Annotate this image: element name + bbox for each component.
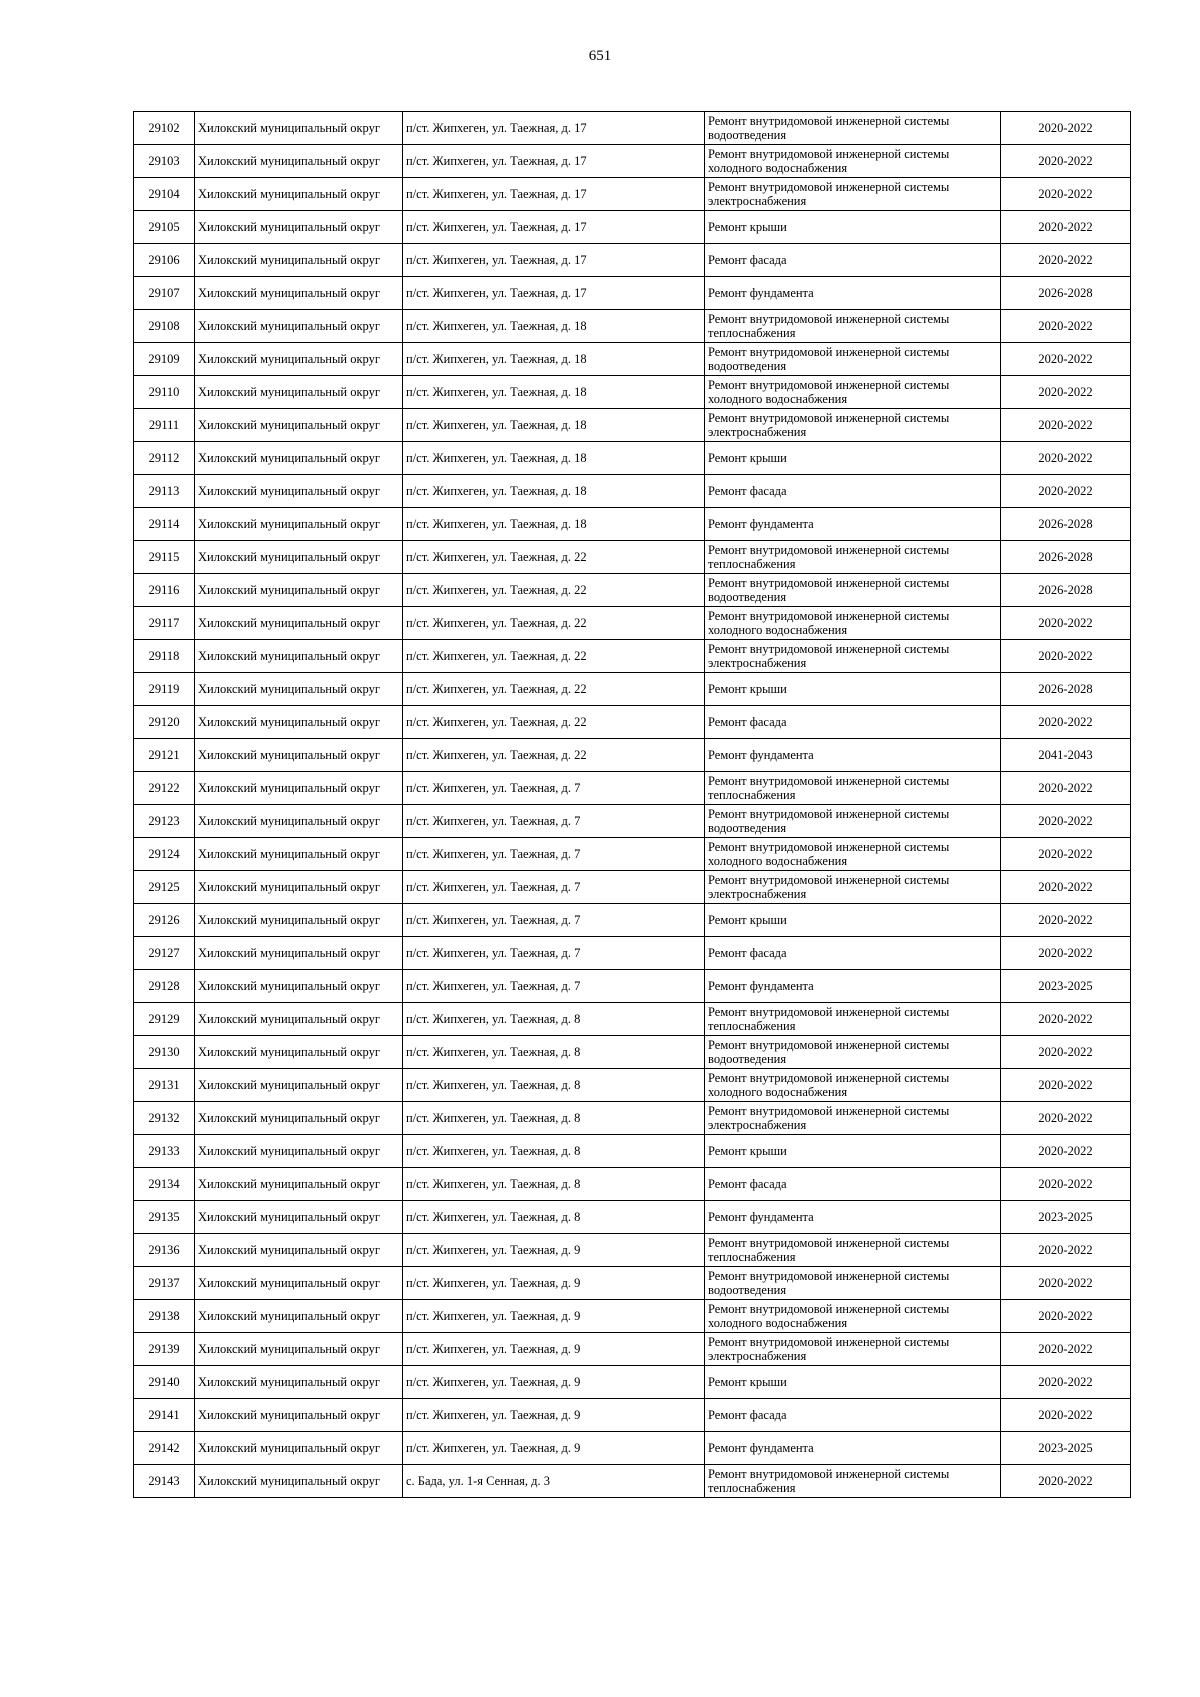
table-row	[134, 640, 1131, 673]
address-cell: п/ст. Жипхеген, ул. Таежная, д. 9	[403, 1267, 705, 1300]
row-number-cell: 29115	[134, 541, 195, 574]
work-type-cell: Ремонт внутридомовой инженерной системы холодного водоснабжения	[705, 1069, 1001, 1102]
district-cell: Хилокский муниципальный округ	[195, 970, 403, 1003]
work-type-cell: Ремонт фасада	[705, 937, 1001, 970]
address-cell: п/ст. Жипхеген, ул. Таежная, д. 18	[403, 376, 705, 409]
period-cell: 2020-2022	[1001, 904, 1131, 937]
registry-table	[133, 111, 1131, 1498]
address-cell: п/ст. Жипхеген, ул. Таежная, д. 17	[403, 178, 705, 211]
period-cell: 2020-2022	[1001, 706, 1131, 739]
district-cell: Хилокский муниципальный округ	[195, 145, 403, 178]
address-cell: п/ст. Жипхеген, ул. Таежная, д. 9	[403, 1366, 705, 1399]
district-cell: Хилокский муниципальный округ	[195, 112, 403, 145]
table-row	[134, 343, 1131, 376]
row-number-cell: 29138	[134, 1300, 195, 1333]
period-cell: 2020-2022	[1001, 1366, 1131, 1399]
table-row	[134, 1036, 1131, 1069]
period-cell: 2020-2022	[1001, 937, 1131, 970]
work-type-cell: Ремонт внутридомовой инженерной системы теплоснабжения	[705, 541, 1001, 574]
district-cell: Хилокский муниципальный округ	[195, 310, 403, 343]
address-cell: п/ст. Жипхеген, ул. Таежная, д. 22	[403, 607, 705, 640]
work-type-cell: Ремонт внутридомовой инженерной системы электроснабжения	[705, 409, 1001, 442]
district-cell: Хилокский муниципальный округ	[195, 772, 403, 805]
row-number-cell: 29125	[134, 871, 195, 904]
address-cell: п/ст. Жипхеген, ул. Таежная, д. 8	[403, 1168, 705, 1201]
address-cell: п/ст. Жипхеген, ул. Таежная, д. 17	[403, 145, 705, 178]
address-cell: п/ст. Жипхеген, ул. Таежная, д. 18	[403, 343, 705, 376]
period-cell: 2020-2022	[1001, 178, 1131, 211]
district-cell: Хилокский муниципальный округ	[195, 244, 403, 277]
table-row	[134, 409, 1131, 442]
district-cell: Хилокский муниципальный округ	[195, 607, 403, 640]
table-row	[134, 904, 1131, 937]
table-row	[134, 838, 1131, 871]
period-cell: 2020-2022	[1001, 1102, 1131, 1135]
work-type-cell: Ремонт крыши	[705, 1366, 1001, 1399]
table-row	[134, 1267, 1131, 1300]
row-number-cell: 29130	[134, 1036, 195, 1069]
work-type-cell: Ремонт фасада	[705, 1399, 1001, 1432]
row-number-cell: 29119	[134, 673, 195, 706]
district-cell: Хилокский муниципальный округ	[195, 838, 403, 871]
row-number-cell: 29123	[134, 805, 195, 838]
row-number-cell: 29118	[134, 640, 195, 673]
district-cell: Хилокский муниципальный округ	[195, 343, 403, 376]
row-number-cell: 29124	[134, 838, 195, 871]
address-cell: с. Бада, ул. 1-я Сенная, д. 3	[403, 1465, 705, 1498]
row-number-cell: 29102	[134, 112, 195, 145]
address-cell: п/ст. Жипхеген, ул. Таежная, д. 7	[403, 772, 705, 805]
table-row	[134, 376, 1131, 409]
district-cell: Хилокский муниципальный округ	[195, 475, 403, 508]
row-number-cell: 29143	[134, 1465, 195, 1498]
table-row	[134, 1201, 1131, 1234]
row-number-cell: 29106	[134, 244, 195, 277]
address-cell: п/ст. Жипхеген, ул. Таежная, д. 9	[403, 1432, 705, 1465]
work-type-cell: Ремонт внутридомовой инженерной системы холодного водоснабжения	[705, 607, 1001, 640]
district-cell: Хилокский муниципальный округ	[195, 1234, 403, 1267]
work-type-cell: Ремонт внутридомовой инженерной системы теплоснабжения	[705, 310, 1001, 343]
row-number-cell: 29113	[134, 475, 195, 508]
row-number-cell: 29107	[134, 277, 195, 310]
row-number-cell: 29140	[134, 1366, 195, 1399]
district-cell: Хилокский муниципальный округ	[195, 211, 403, 244]
district-cell: Хилокский муниципальный округ	[195, 1135, 403, 1168]
table-row	[134, 1465, 1131, 1498]
work-type-cell: Ремонт внутридомовой инженерной системы водоотведения	[705, 112, 1001, 145]
row-number-cell: 29112	[134, 442, 195, 475]
row-number-cell: 29110	[134, 376, 195, 409]
district-cell: Хилокский муниципальный округ	[195, 904, 403, 937]
table-row	[134, 145, 1131, 178]
address-cell: п/ст. Жипхеген, ул. Таежная, д. 7	[403, 904, 705, 937]
table-row	[134, 1399, 1131, 1432]
address-cell: п/ст. Жипхеген, ул. Таежная, д. 22	[403, 673, 705, 706]
district-cell: Хилокский муниципальный округ	[195, 178, 403, 211]
period-cell: 2023-2025	[1001, 1432, 1131, 1465]
work-type-cell: Ремонт внутридомовой инженерной системы электроснабжения	[705, 871, 1001, 904]
work-type-cell: Ремонт внутридомовой инженерной системы водоотведения	[705, 343, 1001, 376]
period-cell: 2020-2022	[1001, 1168, 1131, 1201]
district-cell: Хилокский муниципальный округ	[195, 937, 403, 970]
period-cell: 2020-2022	[1001, 1267, 1131, 1300]
page-number: 651	[588, 48, 612, 64]
table-row	[134, 607, 1131, 640]
period-cell: 2026-2028	[1001, 277, 1131, 310]
row-number-cell: 29104	[134, 178, 195, 211]
row-number-cell: 29109	[134, 343, 195, 376]
period-cell: 2020-2022	[1001, 1069, 1131, 1102]
table-row	[134, 1300, 1131, 1333]
address-cell: п/ст. Жипхеген, ул. Таежная, д. 9	[403, 1333, 705, 1366]
table-row	[134, 442, 1131, 475]
work-type-cell: Ремонт внутридомовой инженерной системы теплоснабжения	[705, 1234, 1001, 1267]
address-cell: п/ст. Жипхеген, ул. Таежная, д. 9	[403, 1300, 705, 1333]
period-cell: 2020-2022	[1001, 1333, 1131, 1366]
work-type-cell: Ремонт фундамента	[705, 508, 1001, 541]
address-cell: п/ст. Жипхеген, ул. Таежная, д. 17	[403, 277, 705, 310]
district-cell: Хилокский муниципальный округ	[195, 673, 403, 706]
district-cell: Хилокский муниципальный округ	[195, 574, 403, 607]
row-number-cell: 29114	[134, 508, 195, 541]
row-number-cell: 29129	[134, 1003, 195, 1036]
period-cell: 2020-2022	[1001, 805, 1131, 838]
address-cell: п/ст. Жипхеген, ул. Таежная, д. 18	[403, 442, 705, 475]
row-number-cell: 29139	[134, 1333, 195, 1366]
row-number-cell: 29108	[134, 310, 195, 343]
table-row	[134, 1333, 1131, 1366]
table-row	[134, 244, 1131, 277]
period-cell: 2020-2022	[1001, 211, 1131, 244]
table-row	[134, 970, 1131, 1003]
address-cell: п/ст. Жипхеген, ул. Таежная, д. 22	[403, 706, 705, 739]
table-row	[134, 673, 1131, 706]
district-cell: Хилокский муниципальный округ	[195, 1333, 403, 1366]
table-row	[134, 508, 1131, 541]
row-number-cell: 29127	[134, 937, 195, 970]
period-cell: 2020-2022	[1001, 343, 1131, 376]
address-cell: п/ст. Жипхеген, ул. Таежная, д. 8	[403, 1003, 705, 1036]
row-number-cell: 29134	[134, 1168, 195, 1201]
table-row	[134, 772, 1131, 805]
address-cell: п/ст. Жипхеген, ул. Таежная, д. 22	[403, 574, 705, 607]
period-cell: 2020-2022	[1001, 310, 1131, 343]
row-number-cell: 29132	[134, 1102, 195, 1135]
address-cell: п/ст. Жипхеген, ул. Таежная, д. 8	[403, 1102, 705, 1135]
district-cell: Хилокский муниципальный округ	[195, 376, 403, 409]
table-row	[134, 1003, 1131, 1036]
work-type-cell: Ремонт фасада	[705, 1168, 1001, 1201]
table-row	[134, 211, 1131, 244]
period-cell: 2020-2022	[1001, 772, 1131, 805]
table-row	[134, 178, 1131, 211]
district-cell: Хилокский муниципальный округ	[195, 1069, 403, 1102]
table-row	[134, 277, 1131, 310]
district-cell: Хилокский муниципальный округ	[195, 1003, 403, 1036]
work-type-cell: Ремонт фасада	[705, 475, 1001, 508]
table-row	[134, 112, 1131, 145]
address-cell: п/ст. Жипхеген, ул. Таежная, д. 22	[403, 541, 705, 574]
table-row	[134, 1102, 1131, 1135]
row-number-cell: 29136	[134, 1234, 195, 1267]
row-number-cell: 29142	[134, 1432, 195, 1465]
period-cell: 2020-2022	[1001, 376, 1131, 409]
period-cell: 2020-2022	[1001, 838, 1131, 871]
row-number-cell: 29131	[134, 1069, 195, 1102]
row-number-cell: 29103	[134, 145, 195, 178]
work-type-cell: Ремонт фундамента	[705, 1201, 1001, 1234]
work-type-cell: Ремонт крыши	[705, 904, 1001, 937]
period-cell: 2020-2022	[1001, 1036, 1131, 1069]
address-cell: п/ст. Жипхеген, ул. Таежная, д. 22	[403, 640, 705, 673]
row-number-cell: 29128	[134, 970, 195, 1003]
district-cell: Хилокский муниципальный округ	[195, 1366, 403, 1399]
address-cell: п/ст. Жипхеген, ул. Таежная, д. 7	[403, 838, 705, 871]
work-type-cell: Ремонт фасада	[705, 706, 1001, 739]
district-cell: Хилокский муниципальный округ	[195, 805, 403, 838]
table-row	[134, 1168, 1131, 1201]
work-type-cell: Ремонт крыши	[705, 442, 1001, 475]
period-cell: 2020-2022	[1001, 1399, 1131, 1432]
table-row	[134, 1366, 1131, 1399]
work-type-cell: Ремонт крыши	[705, 1135, 1001, 1168]
district-cell: Хилокский муниципальный округ	[195, 1036, 403, 1069]
row-number-cell: 29105	[134, 211, 195, 244]
table-row	[134, 1432, 1131, 1465]
work-type-cell: Ремонт фундамента	[705, 970, 1001, 1003]
period-cell: 2020-2022	[1001, 1300, 1131, 1333]
period-cell: 2020-2022	[1001, 871, 1131, 904]
period-cell: 2020-2022	[1001, 409, 1131, 442]
period-cell: 2026-2028	[1001, 541, 1131, 574]
district-cell: Хилокский муниципальный округ	[195, 541, 403, 574]
district-cell: Хилокский муниципальный округ	[195, 1168, 403, 1201]
address-cell: п/ст. Жипхеген, ул. Таежная, д. 17	[403, 244, 705, 277]
address-cell: п/ст. Жипхеген, ул. Таежная, д. 7	[403, 970, 705, 1003]
row-number-cell: 29135	[134, 1201, 195, 1234]
period-cell: 2020-2022	[1001, 244, 1131, 277]
period-cell: 2020-2022	[1001, 640, 1131, 673]
address-cell: п/ст. Жипхеген, ул. Таежная, д. 22	[403, 739, 705, 772]
period-cell: 2020-2022	[1001, 145, 1131, 178]
work-type-cell: Ремонт внутридомовой инженерной системы электроснабжения	[705, 1102, 1001, 1135]
work-type-cell: Ремонт внутридомовой инженерной системы холодного водоснабжения	[705, 838, 1001, 871]
address-cell: п/ст. Жипхеген, ул. Таежная, д. 7	[403, 937, 705, 970]
period-cell: 2020-2022	[1001, 1465, 1131, 1498]
table-row	[134, 706, 1131, 739]
work-type-cell: Ремонт фундамента	[705, 277, 1001, 310]
work-type-cell: Ремонт внутридомовой инженерной системы водоотведения	[705, 1036, 1001, 1069]
work-type-cell: Ремонт внутридомовой инженерной системы теплоснабжения	[705, 772, 1001, 805]
table-row	[134, 1234, 1131, 1267]
period-cell: 2020-2022	[1001, 607, 1131, 640]
district-cell: Хилокский муниципальный округ	[195, 1267, 403, 1300]
address-cell: п/ст. Жипхеген, ул. Таежная, д. 7	[403, 871, 705, 904]
period-cell: 2020-2022	[1001, 475, 1131, 508]
work-type-cell: Ремонт внутридомовой инженерной системы электроснабжения	[705, 640, 1001, 673]
address-cell: п/ст. Жипхеген, ул. Таежная, д. 7	[403, 805, 705, 838]
row-number-cell: 29111	[134, 409, 195, 442]
work-type-cell: Ремонт фасада	[705, 244, 1001, 277]
district-cell: Хилокский муниципальный округ	[195, 442, 403, 475]
table-row	[134, 739, 1131, 772]
table-row	[134, 1135, 1131, 1168]
address-cell: п/ст. Жипхеген, ул. Таежная, д. 9	[403, 1234, 705, 1267]
period-cell: 2026-2028	[1001, 574, 1131, 607]
period-cell: 2023-2025	[1001, 970, 1131, 1003]
period-cell: 2023-2025	[1001, 1201, 1131, 1234]
period-cell: 2020-2022	[1001, 112, 1131, 145]
period-cell: 2020-2022	[1001, 1003, 1131, 1036]
district-cell: Хилокский муниципальный округ	[195, 1102, 403, 1135]
address-cell: п/ст. Жипхеген, ул. Таежная, д. 18	[403, 409, 705, 442]
work-type-cell: Ремонт внутридомовой инженерной системы электроснабжения	[705, 178, 1001, 211]
row-number-cell: 29120	[134, 706, 195, 739]
registry-table-body	[134, 112, 1131, 1498]
table-row	[134, 475, 1131, 508]
table-row	[134, 541, 1131, 574]
work-type-cell: Ремонт внутридомовой инженерной системы водоотведения	[705, 1267, 1001, 1300]
row-number-cell: 29116	[134, 574, 195, 607]
address-cell: п/ст. Жипхеген, ул. Таежная, д. 9	[403, 1399, 705, 1432]
address-cell: п/ст. Жипхеген, ул. Таежная, д. 17	[403, 211, 705, 244]
work-type-cell: Ремонт внутридомовой инженерной системы холодного водоснабжения	[705, 376, 1001, 409]
district-cell: Хилокский муниципальный округ	[195, 739, 403, 772]
address-cell: п/ст. Жипхеген, ул. Таежная, д. 18	[403, 310, 705, 343]
work-type-cell: Ремонт внутридомовой инженерной системы холодного водоснабжения	[705, 1300, 1001, 1333]
district-cell: Хилокский муниципальный округ	[195, 1432, 403, 1465]
district-cell: Хилокский муниципальный округ	[195, 1399, 403, 1432]
row-number-cell: 29122	[134, 772, 195, 805]
table-row	[134, 574, 1131, 607]
table-row	[134, 310, 1131, 343]
district-cell: Хилокский муниципальный округ	[195, 871, 403, 904]
period-cell: 2026-2028	[1001, 673, 1131, 706]
row-number-cell: 29126	[134, 904, 195, 937]
work-type-cell: Ремонт фундамента	[705, 1432, 1001, 1465]
district-cell: Хилокский муниципальный округ	[195, 640, 403, 673]
district-cell: Хилокский муниципальный округ	[195, 277, 403, 310]
address-cell: п/ст. Жипхеген, ул. Таежная, д. 8	[403, 1201, 705, 1234]
row-number-cell: 29137	[134, 1267, 195, 1300]
table-row	[134, 805, 1131, 838]
address-cell: п/ст. Жипхеген, ул. Таежная, д. 18	[403, 475, 705, 508]
work-type-cell: Ремонт фундамента	[705, 739, 1001, 772]
period-cell: 2026-2028	[1001, 508, 1131, 541]
district-cell: Хилокский муниципальный округ	[195, 409, 403, 442]
period-cell: 2041-2043	[1001, 739, 1131, 772]
address-cell: п/ст. Жипхеген, ул. Таежная, д. 8	[403, 1069, 705, 1102]
row-number-cell: 29133	[134, 1135, 195, 1168]
address-cell: п/ст. Жипхеген, ул. Таежная, д. 8	[403, 1135, 705, 1168]
work-type-cell: Ремонт крыши	[705, 673, 1001, 706]
address-cell: п/ст. Жипхеген, ул. Таежная, д. 17	[403, 112, 705, 145]
table-row	[134, 871, 1131, 904]
period-cell: 2020-2022	[1001, 1234, 1131, 1267]
district-cell: Хилокский муниципальный округ	[195, 1300, 403, 1333]
row-number-cell: 29121	[134, 739, 195, 772]
work-type-cell: Ремонт внутридомовой инженерной системы водоотведения	[705, 574, 1001, 607]
work-type-cell: Ремонт внутридомовой инженерной системы водоотведения	[705, 805, 1001, 838]
district-cell: Хилокский муниципальный округ	[195, 508, 403, 541]
work-type-cell: Ремонт крыши	[705, 211, 1001, 244]
work-type-cell: Ремонт внутридомовой инженерной системы электроснабжения	[705, 1333, 1001, 1366]
district-cell: Хилокский муниципальный округ	[195, 706, 403, 739]
address-cell: п/ст. Жипхеген, ул. Таежная, д. 18	[403, 508, 705, 541]
work-type-cell: Ремонт внутридомовой инженерной системы теплоснабжения	[705, 1003, 1001, 1036]
table-row	[134, 1069, 1131, 1102]
district-cell: Хилокский муниципальный округ	[195, 1201, 403, 1234]
district-cell: Хилокский муниципальный округ	[195, 1465, 403, 1498]
table-row	[134, 937, 1131, 970]
work-type-cell: Ремонт внутридомовой инженерной системы холодного водоснабжения	[705, 145, 1001, 178]
work-type-cell: Ремонт внутридомовой инженерной системы теплоснабжения	[705, 1465, 1001, 1498]
address-cell: п/ст. Жипхеген, ул. Таежная, д. 8	[403, 1036, 705, 1069]
row-number-cell: 29141	[134, 1399, 195, 1432]
period-cell: 2020-2022	[1001, 442, 1131, 475]
period-cell: 2020-2022	[1001, 1135, 1131, 1168]
row-number-cell: 29117	[134, 607, 195, 640]
